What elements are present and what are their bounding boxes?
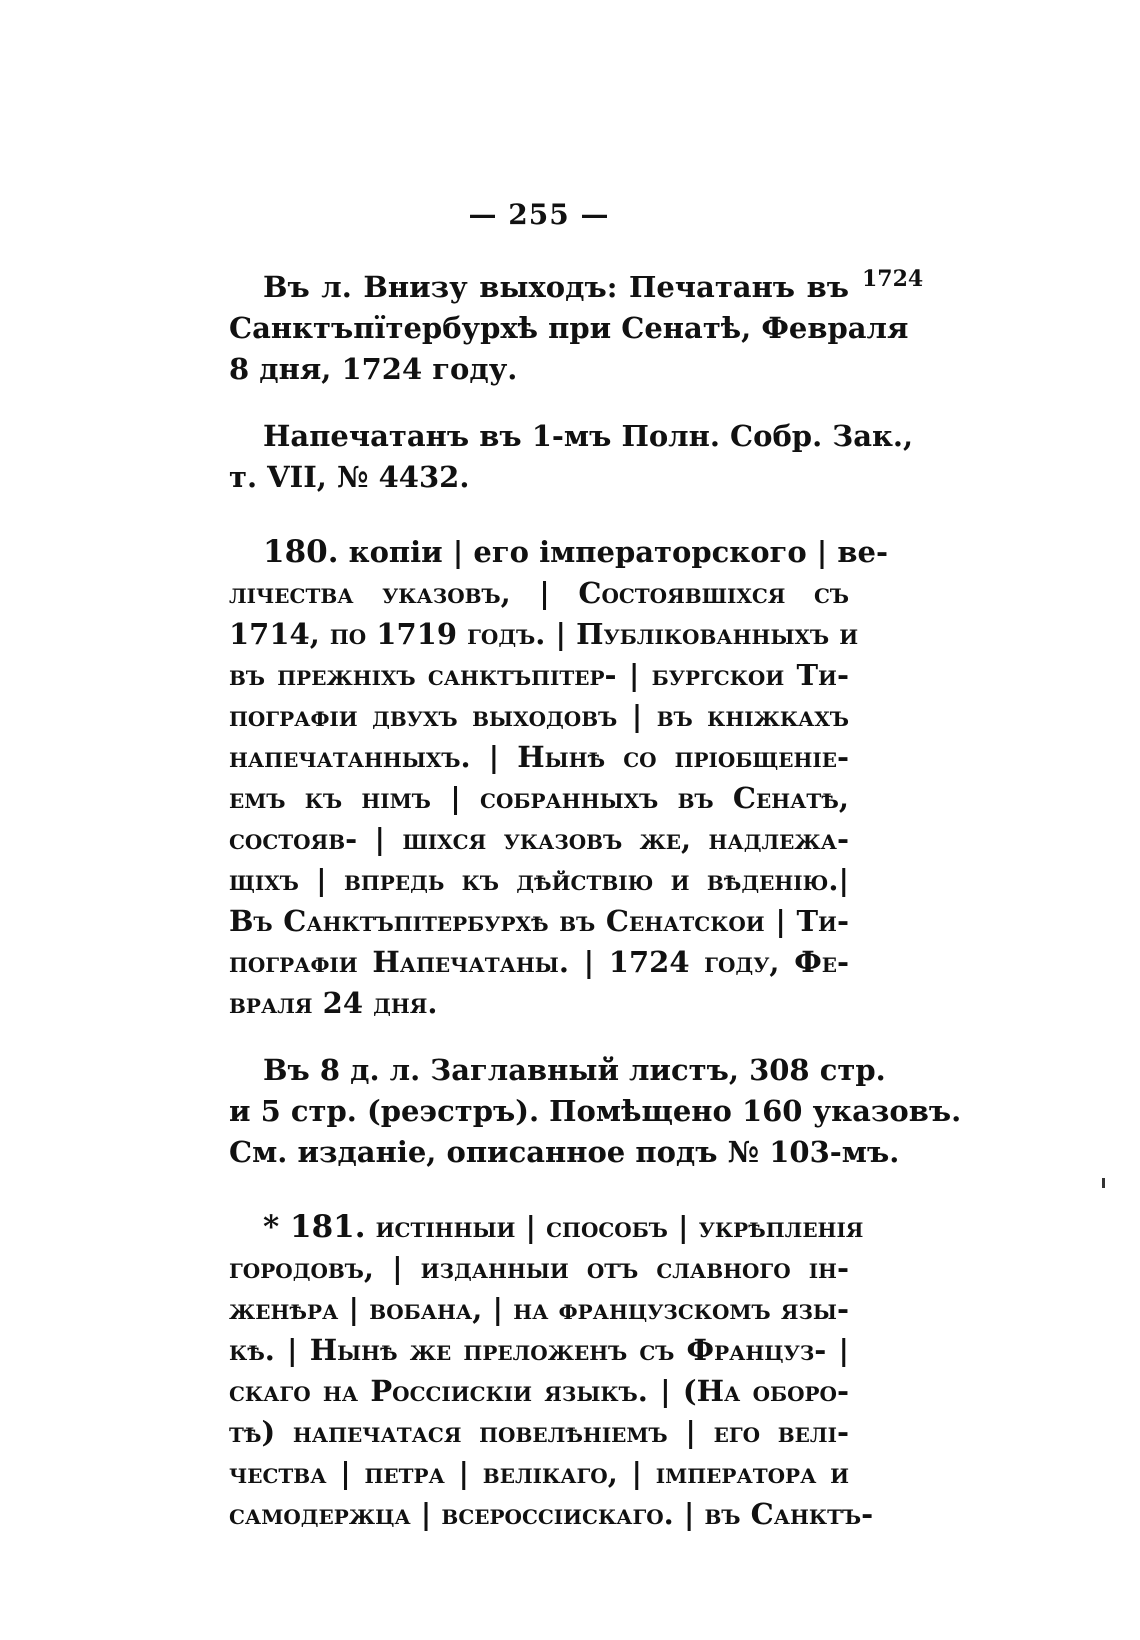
reference-paragraph (229, 416, 914, 498)
text-line: 8 дня, 1724 году. (229, 352, 518, 386)
text-line: 1714, по 1719 годъ. | Публiкованныхъ и (229, 617, 859, 651)
entry-title-start: истiнныи | способъ | укрѣпленiя (375, 1210, 864, 1244)
text-line: т. VII, № 4432. (229, 460, 470, 494)
text-line: городовъ, | изданныи отъ славного iн- (229, 1251, 849, 1285)
entry-180 (229, 532, 889, 1024)
entry-number: * 181. (263, 1209, 366, 1245)
text-line (229, 1207, 864, 1248)
text-line: въ прежнiхъ санктъпiтер- | бургскои Ти- (229, 658, 849, 692)
entry-number: 180. (263, 534, 339, 570)
margin-year: 1724 (862, 266, 924, 292)
text-line (229, 532, 889, 573)
text-line: Санктъпїтербурхѣ при Сенатѣ, Февраля (229, 311, 909, 345)
text-line: Въ 8 д. л. Заглавный листъ, 308 стр. (263, 1053, 886, 1087)
entry-180-notes (229, 1050, 962, 1173)
text-line: пографiи двухъ выходовъ | въ кнiжкахъ (229, 699, 849, 733)
entry-181 (229, 1207, 874, 1535)
text-column (229, 198, 962, 1561)
text-line: женѣра | вобана, | на французскомъ язы- (229, 1292, 849, 1326)
text-line: чества | петра | велiкаго, | iмператора и (229, 1456, 849, 1490)
text-line: щiхъ | впредь къ дѣйствiю и вѣденiю.| (229, 863, 849, 897)
text-line: пографiи Напечатаны. | 1724 году, Фе- (229, 945, 849, 979)
text-line: Въ л. Внизу выходъ: Печатанъ въ (263, 270, 849, 304)
text-line: Въ Санктъпiтербурхѣ въ Сенатскои | Ти- (229, 904, 849, 938)
text-line: враля 24 дня. (229, 986, 438, 1020)
text-line: напечатанныхъ. | Нынѣ со прiобщенiе- (229, 740, 849, 774)
text-line: скаго на Россiискiи языкъ. | (На оборо- (229, 1374, 849, 1408)
text-line: тѣ) напечатася повелѣнiемъ | его велi- (229, 1415, 849, 1449)
text-line: См. изданiе, описанное подъ № 103-мъ. (229, 1135, 900, 1169)
text-line: кѣ. | Нынѣ же преложенъ съ Француз- | (229, 1333, 849, 1367)
text-line: емъ къ нiмъ | собранныхъ въ Сенатѣ, (229, 781, 849, 815)
scan-speck (1102, 1178, 1105, 1188)
entry-title-start: копiи | его iмператорского | ве- (348, 535, 889, 569)
text-line: и 5 стр. (реэстръ). Помѣщено 160 указовъ. (229, 1094, 962, 1128)
imprint-paragraph (229, 267, 909, 390)
text-line: лiчества указовъ, | Состоявшiхся съ (229, 576, 849, 610)
text-line: состояв- | шiхся указовъ же, надлежа- (229, 822, 849, 856)
page-number: — 255 — (468, 198, 610, 231)
text-line: самодержца | всероссiискаго. | въ Санктъ- (229, 1497, 874, 1531)
text-line: Напечатанъ въ 1-мъ Полн. Собр. Зак., (263, 419, 914, 453)
